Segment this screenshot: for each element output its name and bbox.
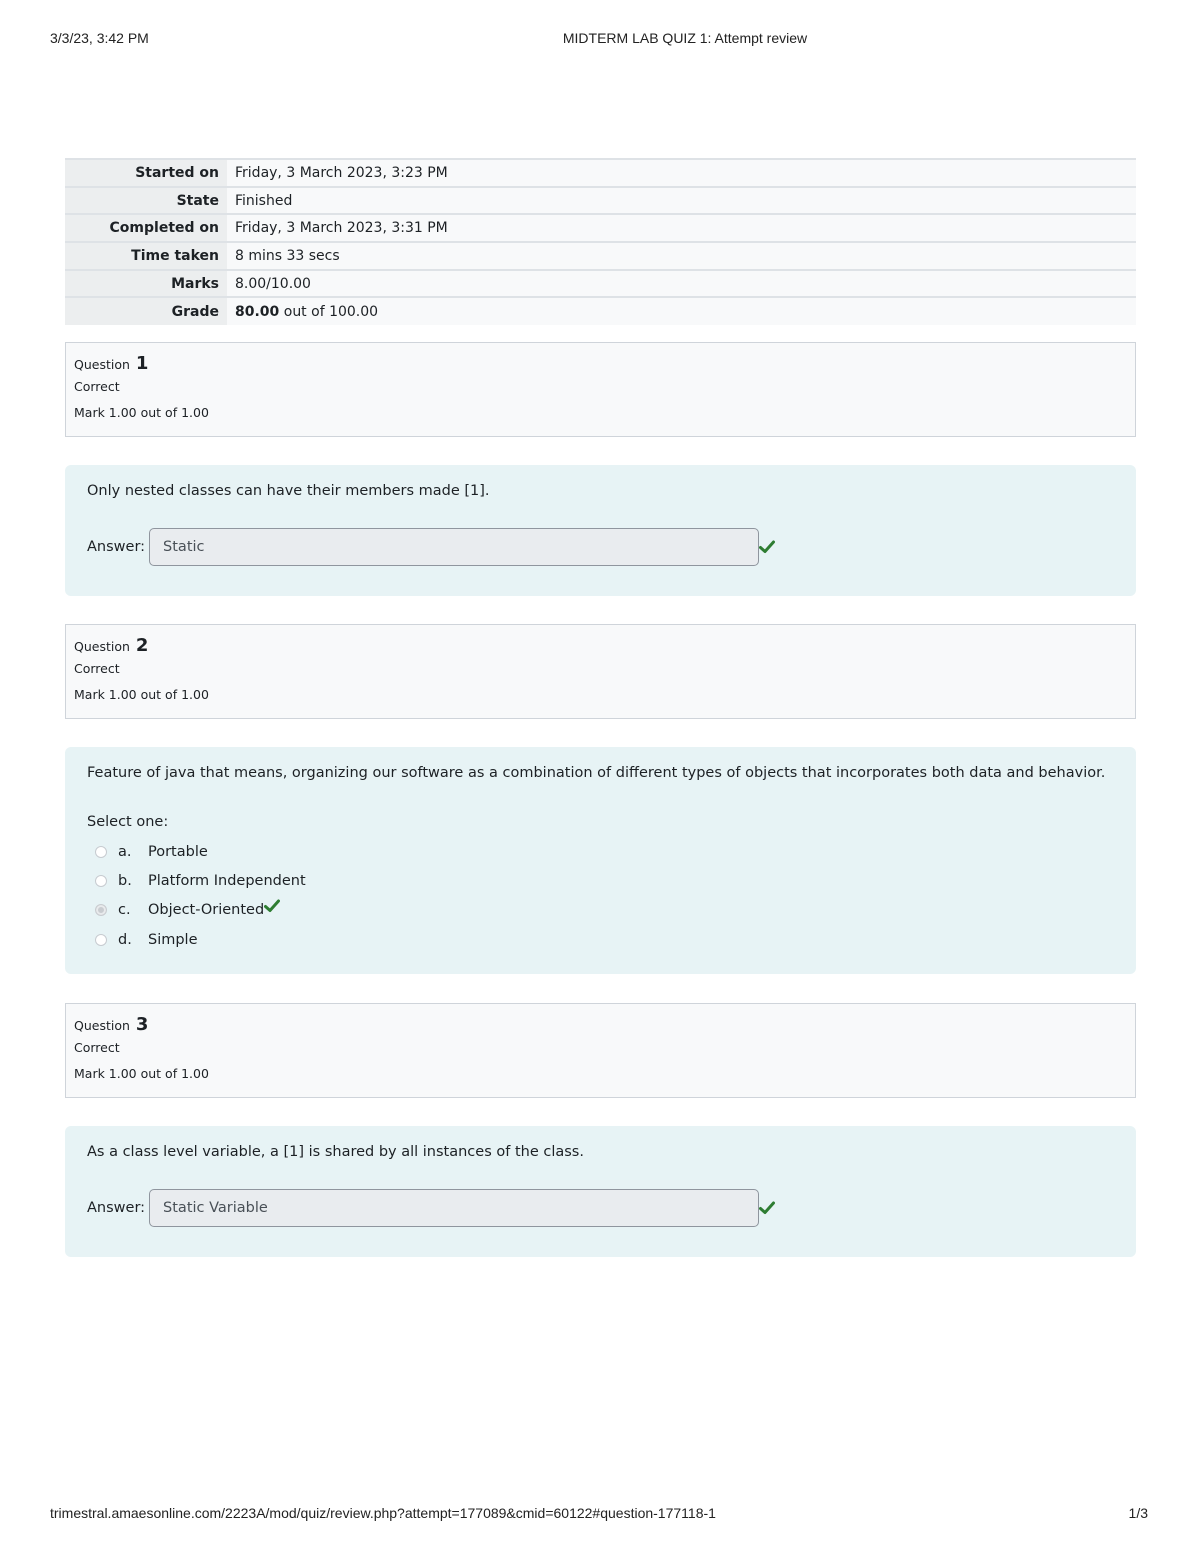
- question-text: Feature of java that means, organizing our software as a combination of different types of objects that incorporates both data and behavior.: [87, 765, 1106, 781]
- question-text: Only nested classes can have their members made [1].: [87, 483, 490, 499]
- summary-value: 8.00/10.00: [227, 270, 1136, 298]
- summary-label: State: [65, 187, 227, 215]
- question-number-value: 1: [135, 353, 149, 374]
- radio-unchecked[interactable]: [95, 846, 107, 858]
- option-label: Portable: [148, 844, 208, 860]
- answer-label: Answer:: [87, 1200, 146, 1216]
- question-mark: Mark 1.00 out of 1.00: [74, 405, 209, 420]
- option-label: Object-Oriented: [148, 902, 265, 918]
- question-number-value: 3: [135, 1014, 149, 1035]
- radio-unchecked[interactable]: [95, 934, 107, 946]
- option-label: Simple: [148, 932, 198, 948]
- question-state: Correct: [74, 379, 120, 394]
- question-prefix: Question: [74, 357, 130, 372]
- question-mark: Mark 1.00 out of 1.00: [74, 687, 209, 702]
- page-url: trimestral.amaesonline.com/2223A/mod/quiz/review.php?attempt=177089&cmid=60122#question-177118-1: [50, 1505, 716, 1521]
- radio-unchecked[interactable]: [95, 875, 107, 887]
- summary-row: [65, 159, 1136, 187]
- question-3-info: [65, 1003, 1136, 1098]
- grade-out-of: out of 100.00: [279, 303, 379, 320]
- select-one-prompt: Select one:: [87, 814, 169, 830]
- answer-row: [87, 1189, 775, 1227]
- option-letter: a.: [118, 844, 132, 860]
- option-letter: c.: [118, 902, 131, 918]
- print-datetime: 3/3/23, 3:42 PM: [50, 30, 149, 46]
- summary-value: Friday, 3 March 2023, 3:31 PM: [227, 214, 1136, 242]
- summary-value: 8 mins 33 secs: [227, 242, 1136, 270]
- summary-value: Finished: [227, 187, 1136, 215]
- answer-input[interactable]: Static Variable: [149, 1189, 759, 1227]
- question-1-content: [65, 465, 1136, 596]
- option-c[interactable]: [95, 900, 280, 920]
- page-number: 1/3: [1128, 1505, 1148, 1521]
- attempt-summary-table: [65, 158, 1136, 325]
- option-label: Platform Independent: [148, 873, 306, 889]
- question-1-info: [65, 342, 1136, 437]
- question-prefix: Question: [74, 1018, 130, 1033]
- answer-label: Answer:: [87, 539, 146, 555]
- question-number: [74, 353, 1127, 375]
- summary-row: [65, 242, 1136, 270]
- summary-label: Marks: [65, 270, 227, 298]
- question-state: Correct: [74, 1040, 120, 1055]
- summary-row: [65, 187, 1136, 215]
- summary-row: [65, 270, 1136, 298]
- radio-checked[interactable]: [95, 904, 107, 916]
- summary-row-grade: [65, 297, 1136, 325]
- question-number: [74, 1014, 1127, 1036]
- option-letter: d.: [118, 932, 132, 948]
- grade-value: [227, 297, 1136, 325]
- summary-row: [65, 214, 1136, 242]
- correct-check-icon: [759, 540, 775, 554]
- summary-value: Friday, 3 March 2023, 3:23 PM: [227, 159, 1136, 187]
- option-letter: b.: [118, 873, 132, 889]
- summary-label: Time taken: [65, 242, 227, 270]
- question-2-content: [65, 747, 1136, 974]
- grade-score: 80.00: [235, 303, 280, 320]
- question-number: [74, 635, 1127, 657]
- correct-check-icon: [759, 1201, 775, 1215]
- option-a[interactable]: [95, 842, 208, 862]
- question-state: Correct: [74, 661, 120, 676]
- print-page-title: MIDTERM LAB QUIZ 1: Attempt review: [562, 30, 808, 46]
- option-b[interactable]: [95, 871, 306, 891]
- summary-label: Completed on: [65, 214, 227, 242]
- grade-label: Grade: [65, 297, 227, 325]
- question-text: As a class level variable, a [1] is shared by all instances of the class.: [87, 1144, 584, 1160]
- answer-input[interactable]: Static: [149, 528, 759, 566]
- question-number-value: 2: [135, 635, 149, 656]
- summary-label: Started on: [65, 159, 227, 187]
- question-prefix: Question: [74, 639, 130, 654]
- answer-row: [87, 528, 775, 566]
- question-mark: Mark 1.00 out of 1.00: [74, 1066, 209, 1081]
- question-2-info: [65, 624, 1136, 719]
- question-3-content: [65, 1126, 1136, 1257]
- option-d[interactable]: [95, 930, 198, 950]
- correct-check-icon: [264, 899, 280, 913]
- print-header: [50, 30, 1150, 50]
